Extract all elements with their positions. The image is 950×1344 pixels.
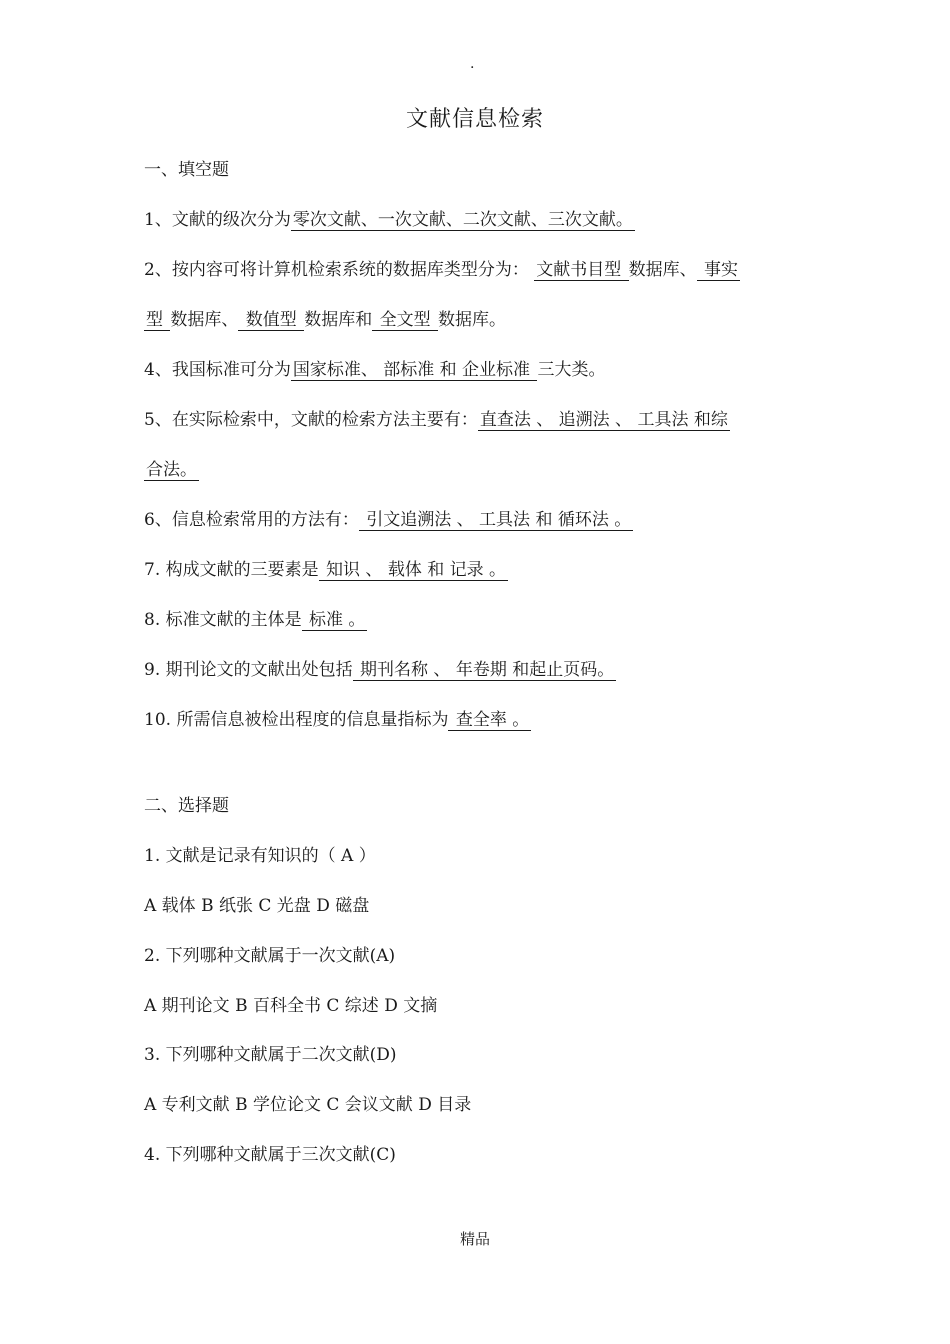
q10-answer: 查全率 。 [450,710,530,730]
q2-answer-2b: 型 [146,310,169,330]
q7-prompt: 7. 构成文献的三要素是 [144,560,319,580]
question-5-cont [144,458,199,482]
q2-prompt: 2、按内容可将计算机检索系统的数据库类型分为： [144,260,529,280]
question-7 [144,558,508,582]
q2-answer-1: 文献书目型 [536,260,627,280]
q5-answer-cont: 合法。 [146,460,197,480]
q2-text-3: 数据库和 [304,310,373,330]
choice-question-2: 2. 下列哪种文献属于一次文献(A) [144,946,396,966]
q2-text-4: 数据库。 [438,310,507,330]
q8-answer: 标准 。 [303,610,366,630]
q4-post: 三大类。 [537,360,606,380]
question-4 [144,358,605,382]
header-mark: . [470,56,475,72]
q5-prompt: 5、在实际检索中，文献的检索方法主要有： [144,410,478,430]
section2-heading: 二、选择题 [144,796,229,816]
page-title: 文献信息检索 [405,107,544,132]
q1-answer: 零次文献、一次文献、二次文献、三次文献。 [292,210,633,230]
choice-options-2: A 期刊论文 B 百科全书 C 综述 D 文摘 [144,996,438,1016]
q4-answer: 国家标准、 部标准 和 企业标准 [292,360,536,380]
choice-question-3: 3. 下列哪种文献属于二次文献(D) [144,1045,397,1065]
q9-prompt: 9. 期刊论文的文献出处包括 [144,660,353,680]
q4-prompt: 4、我国标准可分为 [144,360,291,380]
q6-answer: 引文追溯法 、 工具法 和 循环法 。 [360,510,632,530]
question-6 [144,508,633,532]
question-8 [144,608,367,632]
q6-prompt: 6、信息检索常用的方法有： [144,510,359,530]
question-9 [144,658,616,682]
q2-answer-4: 全文型 [374,310,437,330]
choice-question-1: 1. 文献是记录有知识的（ A ） [144,846,376,866]
q9-answer: 期刊名称 、 年卷期 和起止页码。 [354,660,615,680]
q2-answer-3: 数值型 [240,310,303,330]
question-5 [144,408,730,432]
q5-answer: 直查法 、 追溯法 、 工具法 和综 [479,410,728,430]
section1-heading: 一、填空题 [144,160,229,180]
q1-prompt: 1、文献的级次分为 [144,210,291,230]
question-10 [144,708,531,732]
question-1 [144,208,635,232]
page-footer: 精品 [459,1230,490,1248]
q8-prompt: 8. 标准文献的主体是 [144,610,302,630]
q2-text-2: 数据库、 [170,310,239,330]
choice-options-1: A 载体 B 纸张 C 光盘 D 磁盘 [144,896,370,916]
q10-prompt: 10. 所需信息被检出程度的信息量指标为 [144,710,449,730]
choice-question-4: 4. 下列哪种文献属于三次文献(C) [144,1145,396,1165]
q7-answer: 知识 、 载体 和 记录 。 [320,560,507,580]
q2-answer-2: 事实 [698,260,739,280]
q2-text-1: 数据库、 [628,260,697,280]
choice-options-3: A 专利文献 B 学位论文 C 会议文献 D 目录 [144,1095,472,1115]
question-2-cont [144,308,506,332]
question-2 [144,258,740,282]
